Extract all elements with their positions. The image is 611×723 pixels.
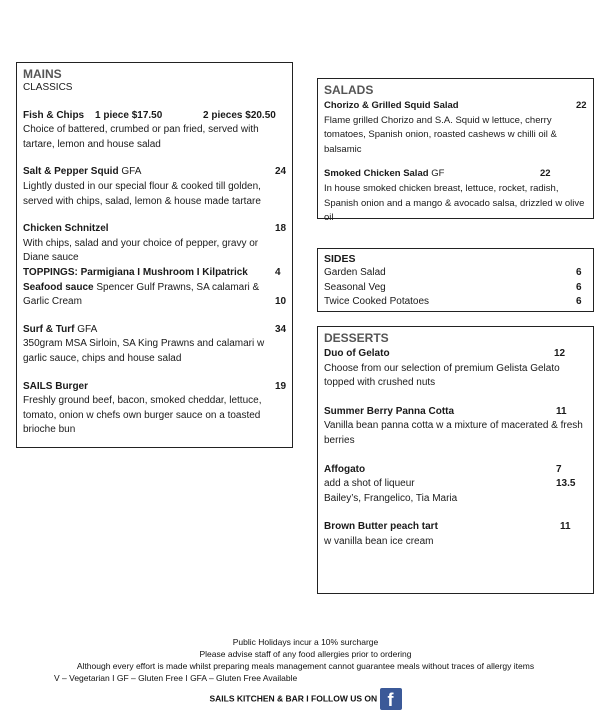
liqueur-price: 13.5: [556, 478, 576, 490]
mains-subtitle: CLASSICS: [23, 82, 73, 93]
dietary-legend: V – Vegetarian I GF – Gluten Free I GFA – Gluten Free Available: [54, 673, 298, 683]
menu-item-fish-chips: [23, 109, 286, 153]
list-item: Seasonal Veg 6: [324, 281, 582, 293]
item-description: In house smoked chicken breast, lettuce, rocket, radish, Spanish onion and a mango & avocado salsa, drizzled w olive oil: [324, 182, 585, 224]
brand-text: SAILS KITCHEN & BAR I FOLLOW US ON: [209, 693, 378, 704]
item-name: Smoked Chicken Salad: [324, 168, 429, 180]
item-price: 12: [554, 348, 566, 359]
item-name: Duo of Gelato: [324, 348, 390, 359]
item-price: 11: [560, 521, 571, 533]
toppings-label: TOPPINGS: Parmigiana I Mushroom I Kilpatrick: [23, 266, 248, 278]
item-name: Chicken Schnitzel: [23, 223, 109, 235]
footer-brand: [0, 688, 611, 710]
facebook-icon[interactable]: f: [380, 688, 402, 710]
mains-section: [16, 62, 293, 448]
item-price: 22: [576, 100, 587, 111]
item-description: Freshly ground beef, bacon, smoked cheddar, lettuce, tomato, onion w chefs own burger sauce on a toasted brioche bun: [23, 395, 262, 436]
item-name: Salt & Pepper Squid: [23, 166, 119, 178]
item-description: w vanilla bean ice cream: [324, 535, 434, 547]
item-name: Fish & Chips: [23, 109, 85, 121]
desserts-title: DESSERTS: [324, 331, 389, 345]
menu-item-schnitzel: [23, 222, 286, 310]
item-price-2: 2 pieces $20.50: [203, 109, 276, 121]
item-description: Choose from our selection of premium Gelista Gelato topped with crushed nuts: [324, 362, 560, 389]
liqueur-options: Bailey’s, Frangelico, Tia Maria: [324, 492, 458, 504]
item-price: 24: [275, 166, 287, 178]
salads-section: [317, 78, 594, 224]
liqueur-label: add a shot of liqueur: [324, 478, 415, 490]
allergy-disclaimer: Although every effort is made whilst preparing meals management cannot guarantee meals without traces of allergy items: [76, 661, 535, 671]
item-tag: GFA: [77, 323, 98, 335]
menu-item-chicken-salad: [324, 167, 587, 225]
item-description: Choice of battered, crumbed or pan fried, served with tartare, lemon and house salad: [23, 124, 259, 150]
menu-item-peach-tart: [324, 520, 587, 549]
item-description: Flame grilled Chorizo and S.A. Squid w lettuce, cherry tomatoes, Spanish onion, roasted cashews w chilli oil & balsamic: [324, 114, 557, 155]
sides-section: [317, 248, 594, 312]
item-name: Brown Butter peach tart: [324, 521, 438, 533]
menu-item-burger: [23, 380, 286, 438]
item-price: 34: [275, 323, 287, 335]
menu-item-squid: [23, 165, 286, 209]
list-item: Garden Salad 6: [324, 267, 582, 278]
seafood-sauce-desc: Spencer Gulf Prawns, SA calamari & Garlic Cream: [23, 281, 260, 308]
item-description: Vanilla bean panna cotta w a mixture of macerated & fresh berries: [324, 420, 583, 446]
item-description: With chips, salad and your choice of pepper, gravy or Diane sauce: [23, 237, 259, 264]
list-item: Twice Cooked Potatoes 6: [324, 296, 582, 308]
item-name: Summer Berry Panna Cotta: [324, 405, 455, 417]
menu-item-affogato: [324, 463, 587, 507]
item-tag: GFA: [121, 166, 142, 178]
item-price: 22: [540, 168, 551, 180]
item-price: 19: [275, 380, 287, 392]
item-name: Affogato: [324, 463, 366, 475]
seafood-sauce-price: 10: [275, 296, 287, 308]
menu-item-surf-turf: [23, 323, 286, 367]
salads-title: SALADS: [324, 83, 374, 97]
footer-notes: [0, 636, 611, 684]
surcharge-note: Public Holidays incur a 10% surcharge: [232, 637, 379, 647]
item-name: SAILS Burger: [23, 380, 89, 392]
item-price-1: 1 piece $17.50: [95, 109, 163, 121]
seafood-sauce-label: Seafood sauce: [23, 281, 94, 293]
toppings-price: 4: [275, 266, 281, 278]
item-tag: GF: [431, 168, 445, 180]
allergy-note: Please advise staff of any food allergies prior to ordering: [199, 649, 412, 659]
menu-item-gelato: [324, 347, 587, 391]
menu-item-chorizo-salad: [324, 99, 587, 157]
item-name: Surf & Turf: [23, 323, 75, 335]
mains-title: MAINS: [23, 67, 62, 81]
item-price: 7: [556, 463, 562, 475]
desserts-section: [317, 326, 594, 594]
item-description: 350gram MSA Sirloin, SA King Prawns and calamari w garlic sauce, chips and house salad: [23, 338, 265, 364]
item-description: Lightly dusted in our special flour & cooked till golden, served with chips, salad, lemon & house made tartare: [23, 180, 261, 207]
item-price: 18: [275, 223, 287, 235]
sides-title: SIDES: [324, 253, 356, 265]
item-price: 11: [556, 405, 567, 417]
item-name: Chorizo & Grilled Squid Salad: [324, 100, 459, 111]
menu-item-panna-cotta: [324, 405, 587, 449]
